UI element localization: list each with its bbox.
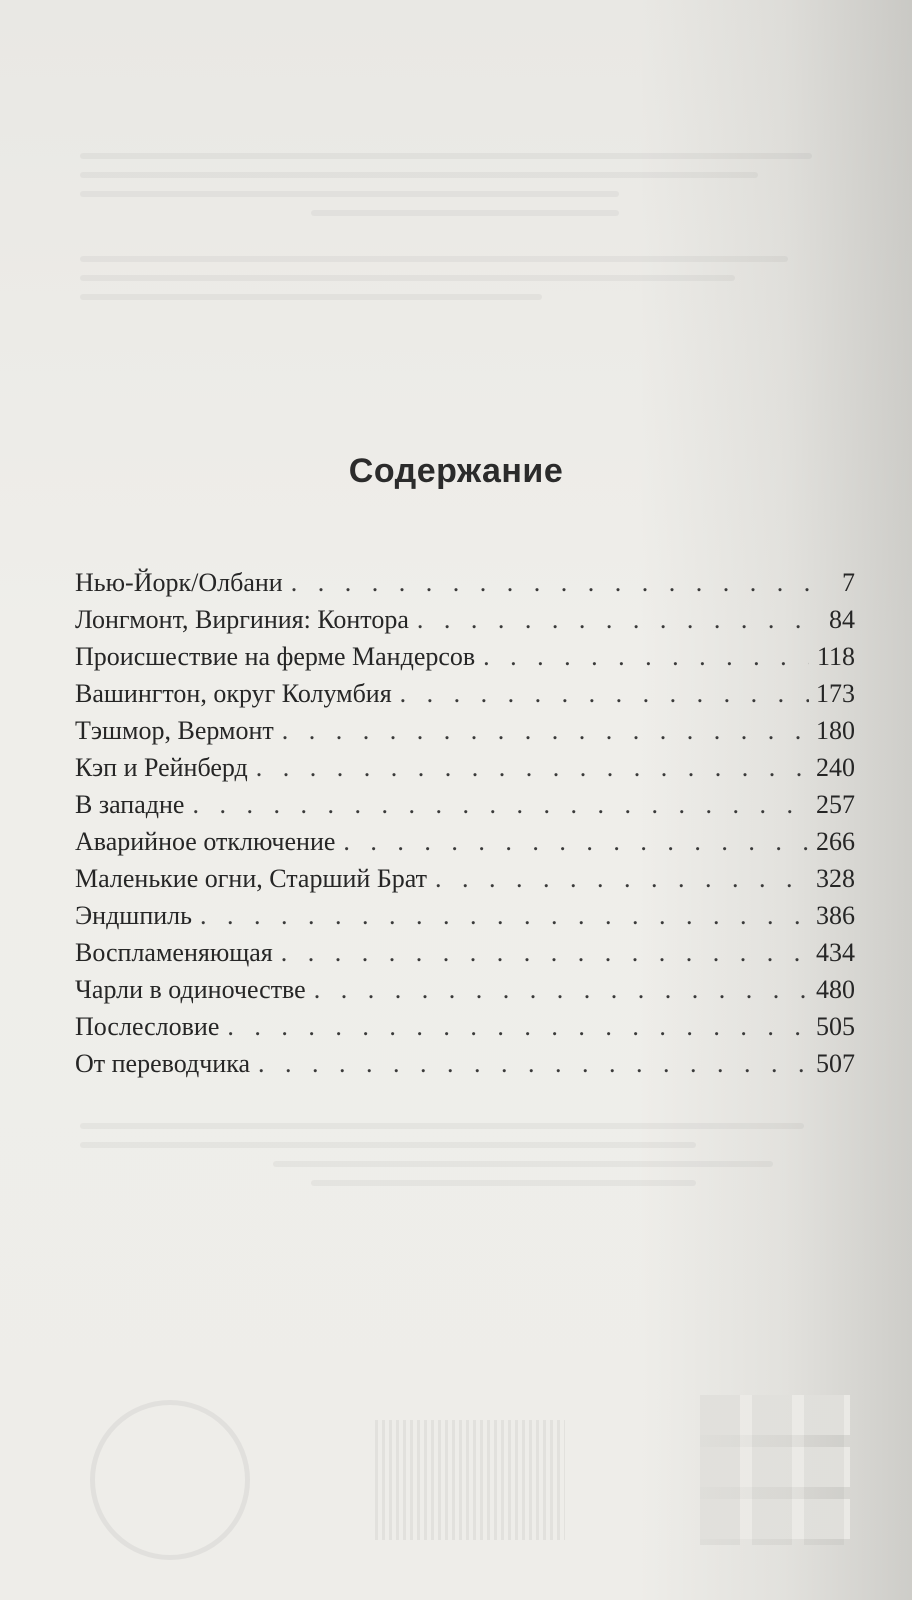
toc-entry-title: Аварийное отключение <box>75 827 336 856</box>
toc-entry <box>75 716 855 753</box>
bleed-through-text-top <box>80 140 850 313</box>
toc-entry-title: Нью-Йорк/Олбани <box>75 568 283 597</box>
toc-leader-dots <box>256 753 809 783</box>
toc-entry-title: Эндшпиль <box>75 901 192 930</box>
toc-entry <box>75 901 855 938</box>
toc-leader-dots <box>227 1012 809 1042</box>
toc-entry-page-number: 7 <box>842 568 855 597</box>
toc-entry-title: Тэшмор, Вермонт <box>75 716 274 745</box>
toc-entry <box>75 642 855 679</box>
toc-entry <box>75 568 855 605</box>
toc-leader-dots <box>258 1049 809 1079</box>
toc-entry-page-number: 505 <box>816 1012 855 1041</box>
toc-leader-dots <box>400 679 809 709</box>
toc-entry-title: Послесловие <box>75 1012 220 1041</box>
toc-entry-title: Кэп и Рейнберд <box>75 753 248 782</box>
page-title: Содержание <box>348 452 564 490</box>
bleed-through-barcode <box>375 1420 565 1540</box>
toc-entry-page-number: 180 <box>816 716 855 745</box>
toc-entry <box>75 1012 855 1049</box>
bleed-through-text-bottom <box>80 1110 850 1199</box>
toc-leader-dots <box>200 901 809 931</box>
toc-entry-title: Лонгмонт, Виргиния: Контора <box>75 605 409 634</box>
toc-entry-title: В западне <box>75 790 185 819</box>
toc-leader-dots <box>435 864 809 894</box>
toc-entry-page-number: 480 <box>816 975 855 1004</box>
table-of-contents <box>75 568 855 1086</box>
toc-entry <box>75 1049 855 1086</box>
toc-entry-page-number: 173 <box>816 679 855 708</box>
toc-entry <box>75 864 855 901</box>
toc-entry-title: Происшествие на ферме Мандерсов <box>75 642 476 671</box>
toc-entry-page-number: 118 <box>816 642 855 671</box>
toc-leader-dots <box>343 827 809 857</box>
toc-entry-title: Чарли в одиночестве <box>75 975 306 1004</box>
bleed-through-grid <box>700 1395 850 1545</box>
toc-leader-dots <box>282 716 809 746</box>
bleed-through-age-badge <box>90 1400 250 1560</box>
toc-leader-dots <box>281 938 809 968</box>
toc-leader-dots <box>314 975 809 1005</box>
toc-entry-title: От переводчика <box>75 1049 250 1078</box>
toc-entry-title: Воспламеняющая <box>75 938 273 967</box>
toc-leader-dots <box>291 568 809 598</box>
toc-entry <box>75 753 855 790</box>
toc-entry <box>75 975 855 1012</box>
toc-leader-dots <box>417 605 809 635</box>
toc-entry-page-number: 84 <box>829 605 855 634</box>
toc-entry-page-number: 507 <box>816 1049 855 1078</box>
toc-entry <box>75 938 855 975</box>
toc-entry <box>75 605 855 642</box>
toc-entry-page-number: 386 <box>816 901 855 930</box>
toc-entry-page-number: 240 <box>816 753 855 782</box>
toc-entry-page-number: 434 <box>816 938 855 967</box>
toc-entry-page-number: 328 <box>816 864 855 893</box>
toc-entry-page-number: 266 <box>816 827 855 856</box>
toc-entry <box>75 790 855 827</box>
toc-leader-dots <box>192 790 809 820</box>
toc-entry-page-number: 257 <box>816 790 855 819</box>
toc-entry-title: Вашингтон, округ Колумбия <box>75 679 392 708</box>
toc-entry <box>75 827 855 864</box>
toc-leader-dots <box>483 642 809 672</box>
toc-entry-title: Маленькие огни, Старший Брат <box>75 864 427 893</box>
toc-entry <box>75 679 855 716</box>
